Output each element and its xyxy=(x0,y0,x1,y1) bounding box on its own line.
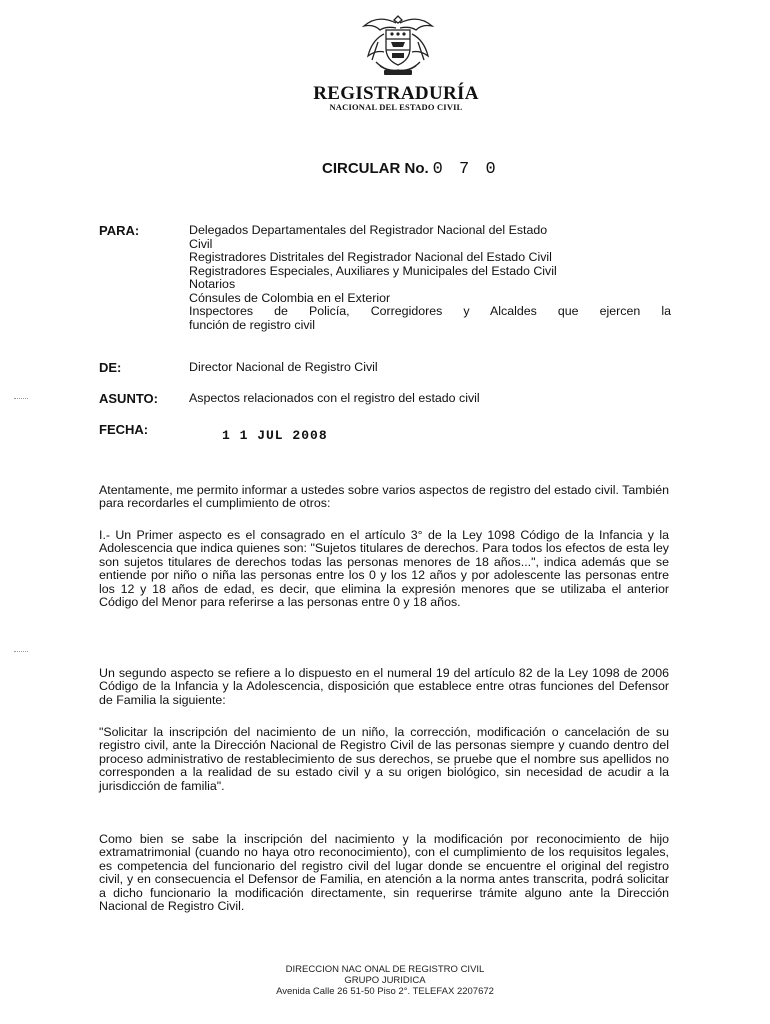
recipient-line: Cónsules de Colombia en el Exterior xyxy=(189,290,391,305)
recipient-line: Notarios xyxy=(189,277,236,291)
asunto-label: ASUNTO: xyxy=(99,391,158,406)
footer-address xyxy=(200,964,570,997)
recipient-line: Registradores Distritales del Registrador Nacional del Estado Civil xyxy=(189,250,552,264)
circular-title-prefix: CIRCULAR No. xyxy=(322,160,429,177)
scan-margin-mark xyxy=(14,398,28,400)
de-label: DE: xyxy=(99,360,122,375)
recipient-line: Delegados Departamentales del Registrador Nacional del Estado xyxy=(189,223,548,237)
recipient-line: función de registro civil xyxy=(189,317,316,332)
body-paragraph-first-aspect: I.- Un Primer aspecto es el consagrado en el artículo 3° de la Ley 1098 Código de la Infancia y la Adolescencia que indica quienes son: "Sujetos titulares de derechos. Para todos los efectos de esta ley son sujetos titulares de derechos todas las personas menores de 18 años...", indica además que se entiende por niño o niña las personas entre los 0 y los 12 años y por adolescente las personas entre los 12 y 18 años de edad, es decir, que elimina la expresión menores que se utilizaba el anterior Código del Menor para referirse a las personas entre 0 y 18 años. xyxy=(99,528,669,610)
coat-of-arms-icon xyxy=(358,10,438,82)
scan-margin-mark xyxy=(14,651,28,653)
circular-number: 0 7 0 xyxy=(432,160,499,179)
body-paragraph-second-aspect: Un segundo aspecto se refiere a lo dispuesto en el numeral 19 del artículo 82 de la Ley 1098 de 2006 Código de la Infancia y la Adolescencia, disposición que establece entre otras funciones del Defensor de Familia la siguiente: xyxy=(99,666,669,707)
recipient-line: Inspectores de Policía, Corregidores y Alcaldes que ejercen la xyxy=(189,304,671,318)
body-paragraph-intro: Atentamente, me permito informar a ustedes sobre varios aspectos de registro del estado civil. También para recordarles el cumplimiento de otros: xyxy=(99,483,669,511)
recipient-line: Civil xyxy=(189,236,213,251)
footer-line: DIRECCION NAC ONAL DE REGISTRO CIVIL xyxy=(285,964,485,975)
para-recipients xyxy=(189,224,671,332)
organization-subtitle: NACIONAL DEL ESTADO CIVIL xyxy=(329,102,463,112)
footer-line: Avenida Calle 26 51-50 Piso 2°. TELEFAX 2207672 xyxy=(276,986,494,997)
organization-name: REGISTRADURÍA xyxy=(313,83,479,104)
circular-title xyxy=(322,160,499,179)
de-value: Director Nacional de Registro Civil xyxy=(189,360,378,374)
fecha-label: FECHA: xyxy=(99,422,149,437)
asunto-value: Aspectos relacionados con el registro del estado civil xyxy=(189,391,480,405)
footer-line: GRUPO JURIDICA xyxy=(344,975,426,986)
recipient-line: Registradores Especiales, Auxiliares y Municipales del Estado Civil xyxy=(189,263,557,278)
fecha-stamp: 1 1 JUL 2008 xyxy=(222,428,328,443)
para-label: PARA: xyxy=(99,223,140,238)
body-paragraph-competence: Como bien se sabe la inscripción del nacimiento y la modificación por reconocimiento de hijo extramatrimonial (cuando no haya otro reconocimiento), con el cumplimiento de los requisitos legales, es competencia del funcionario del registro civil del lugar donde se encuentre el original del registro civil, y en consecuencia el Defensor de Familia, en atención a la norma antes transcrita, podrá solicitar a dicho funcionario la modificación directamente, sin requerirse trámite alguno ante la Dirección Nacional de Registro Civil. xyxy=(99,832,669,914)
body-paragraph-quote: "Solicitar la inscripción del nacimiento de un niño, la corrección, modificación o cancelación de su registro civil, ante la Dirección Nacional de Registro Civil de las personas siempre y cuando dentro del proceso administrativo de restablecimiento de sus derechos, se pruebe que el nombre sus apellidos no corresponden a la realidad de su estado civil y a su origen biológico, sin necesidad de acudir a la jurisdicción de familia". xyxy=(99,725,669,793)
